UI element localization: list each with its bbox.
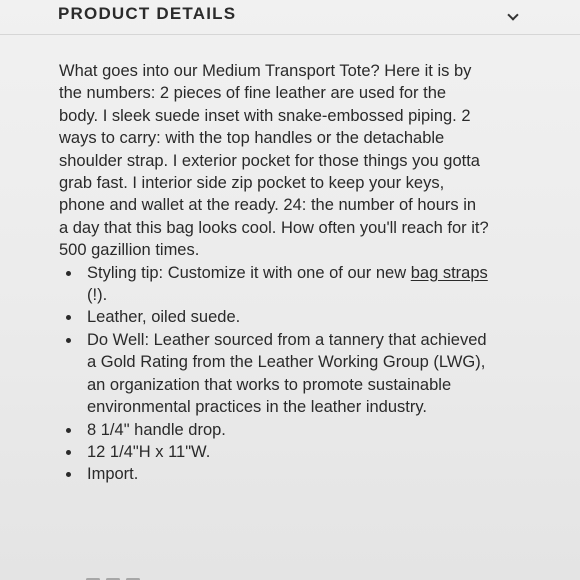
list-item-dimensions: 12 1/4"H x 11"W. (59, 441, 489, 463)
product-feature-list (59, 262, 489, 486)
product-description: What goes into our Medium Transport Tote? Here it is by the numbers: 2 pieces of fine leather are used for the body. I sleek suede inset with snake-embossed piping. 2 ways to carry: with the top handles or the detachable shoulder strap. I exterior pocket for those things you gotta grab fast. I interior side zip pocket to keep your keys, phone and wallet at the ready. 24: the number of hours in a day that this bag looks cool. How often you'll reach for it? 500 gazillion times. (59, 62, 489, 260)
bag-straps-link[interactable]: bag straps (410, 263, 488, 282)
list-item-do-well: Do Well: Leather sourced from a tannery that achieved a Gold Rating from the Leather Working Group (LWG), an organization that works to promote sustainable environmental practices in the leather industry. (59, 329, 489, 419)
list-item-styling-tip (59, 262, 489, 307)
chevron-down-icon[interactable] (507, 9, 518, 20)
styling-tip-text: Styling tip: Customize it with one of our new (87, 263, 411, 282)
product-details-content (59, 60, 489, 486)
cutoff-text-fragment (86, 568, 206, 580)
section-title: PRODUCT DETAILS (58, 4, 237, 23)
list-item-origin: Import. (59, 463, 489, 485)
list-item-material: Leather, oiled suede. (59, 306, 489, 328)
styling-tip-suffix: (!). (87, 286, 108, 305)
product-details-header[interactable] (0, 0, 580, 35)
list-item-handle-drop: 8 1/4" handle drop. (59, 419, 489, 441)
